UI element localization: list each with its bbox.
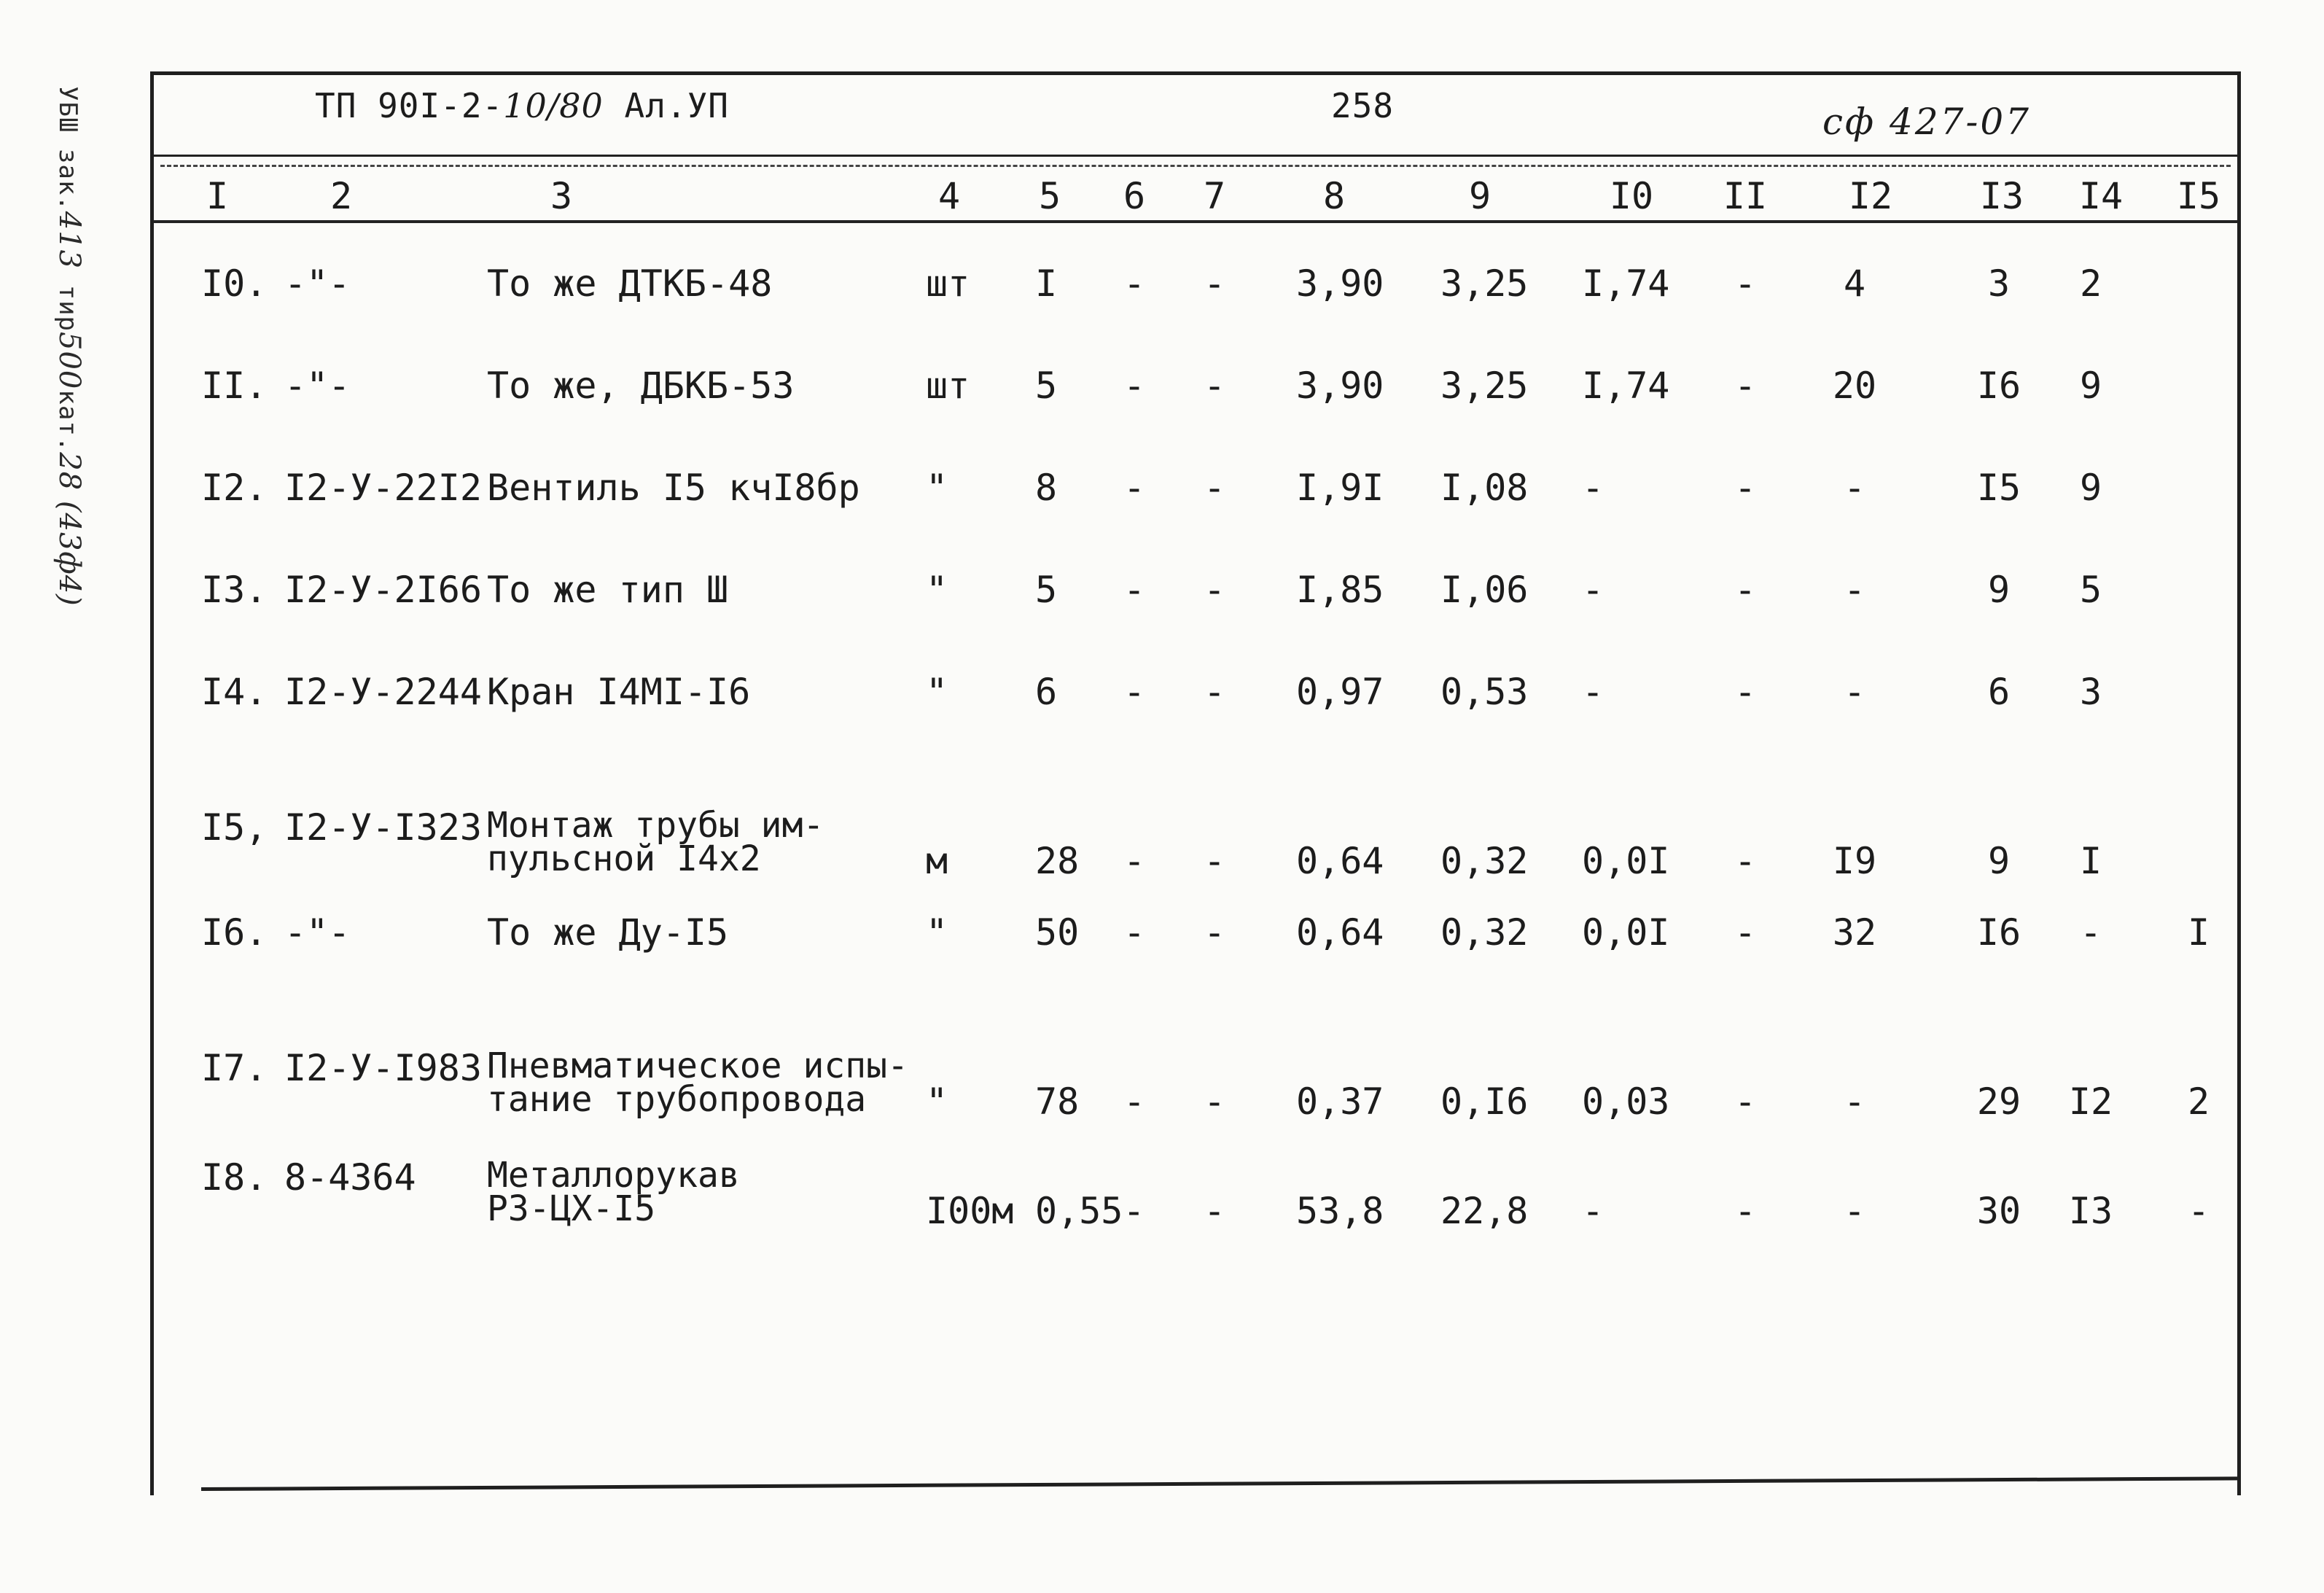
row-col-12: -	[1843, 467, 1866, 509]
row-number: I4.	[201, 671, 268, 713]
row-col-9: I,08	[1440, 467, 1529, 509]
row-col-10: I,74	[1582, 262, 1670, 305]
page-frame	[150, 71, 2241, 1495]
row-col-9: 0,I6	[1440, 1080, 1529, 1123]
row-col-13: I6	[1976, 911, 2021, 954]
row-price-code: -"-	[284, 365, 351, 407]
row-number: I3.	[201, 569, 268, 611]
column-number-14: I4	[2078, 175, 2124, 217]
column-number-15: I5	[2176, 175, 2221, 217]
column-number-9: 9	[1468, 175, 1492, 217]
row-work-name-line: тание трубопровода	[487, 1079, 867, 1120]
row-col-13: I6	[1976, 365, 2021, 407]
row-unit: шт	[926, 365, 970, 407]
row-work-name-line: Кран I4МI-I6	[487, 671, 751, 713]
row-col-8: 0,64	[1296, 911, 1384, 954]
document-code-suffix: Ал.УП	[603, 86, 729, 125]
row-col-10: -	[1582, 671, 1604, 713]
row-col-11: -	[1734, 671, 1757, 713]
row-col-7: -	[1203, 671, 1226, 713]
row-price-code: I2-У-I983	[284, 1047, 482, 1089]
row-col-6: -	[1123, 671, 1146, 713]
row-col-10: 0,0I	[1582, 840, 1670, 882]
side-stamp-prefix: УБШ зак.	[53, 86, 82, 211]
column-header-divider	[153, 220, 2238, 223]
row-col-7: -	[1203, 1190, 1226, 1232]
row-price-code: I2-У-2I66	[284, 569, 482, 611]
row-col-9: 3,25	[1440, 262, 1529, 305]
row-col-8: 0,37	[1296, 1080, 1384, 1123]
row-col-7: -	[1203, 840, 1226, 882]
row-col-6: -	[1123, 467, 1146, 509]
column-number-12: I2	[1848, 175, 1893, 217]
row-unit: м	[926, 840, 948, 882]
row-col-5: 6	[1035, 671, 1058, 713]
row-col-14: I3	[2068, 1190, 2113, 1232]
row-col-7: -	[1203, 365, 1226, 407]
side-stamp-page: 28	[52, 452, 86, 491]
row-col-5: 28	[1035, 840, 1080, 882]
row-col-11: -	[1734, 1190, 1757, 1232]
row-col-14: I	[2079, 840, 2102, 882]
row-col-11: -	[1734, 1080, 1757, 1123]
row-col-6: -	[1123, 365, 1146, 407]
row-col-14: I2	[2068, 1080, 2113, 1123]
row-col-11: -	[1734, 911, 1757, 954]
row-col-12: 4	[1843, 262, 1866, 305]
row-col-6: -	[1123, 840, 1146, 882]
row-col-10: -	[1582, 1190, 1604, 1232]
row-col-7: -	[1203, 911, 1226, 954]
row-col-13: 9	[1987, 569, 2011, 611]
row-col-9: 3,25	[1440, 365, 1529, 407]
row-col-8: I,85	[1296, 569, 1384, 611]
column-number-10: I0	[1609, 175, 1654, 217]
document-code-prefix: ТП 90I-2-	[315, 86, 504, 125]
row-col-9: 0,32	[1440, 911, 1529, 954]
row-work-name-line: То же, ДБКБ-53	[487, 365, 795, 407]
column-number-5: 5	[1038, 175, 1061, 217]
row-col-12: I9	[1832, 840, 1877, 882]
row-col-14: 9	[2079, 365, 2102, 407]
row-unit: "	[926, 671, 948, 713]
row-col-10: 0,0I	[1582, 911, 1670, 954]
row-col-15: I	[2187, 911, 2210, 954]
row-col-7: -	[1203, 1080, 1226, 1123]
row-number: I0.	[201, 262, 268, 305]
row-col-11: -	[1734, 365, 1757, 407]
row-col-11: -	[1734, 840, 1757, 882]
sheet-stamp: сф 427-07	[1822, 101, 2031, 143]
row-col-5: 5	[1035, 569, 1058, 611]
row-price-code: 8-4364	[284, 1156, 416, 1199]
row-work-name-line: То же тип Ш	[487, 569, 729, 611]
column-number-6: 6	[1123, 175, 1146, 217]
row-col-14: -	[2079, 911, 2102, 954]
row-work-name-line: Пневматическое испы-	[487, 1045, 908, 1086]
row-unit: I00м	[926, 1190, 1014, 1232]
document-code	[315, 86, 729, 125]
row-col-15: 2	[2187, 1080, 2210, 1123]
side-stamp-suffix: кат.	[53, 389, 82, 453]
row-unit: "	[926, 467, 948, 509]
side-stamp-tirage: 500	[52, 332, 86, 390]
row-price-code: -"-	[284, 911, 351, 954]
row-col-5: 78	[1035, 1080, 1080, 1123]
row-col-13: 29	[1976, 1080, 2021, 1123]
row-work-name-line: То же ДТКБ-48	[487, 262, 773, 305]
column-number-4: 4	[937, 175, 961, 217]
row-col-9: 22,8	[1440, 1190, 1529, 1232]
column-number-7: 7	[1203, 175, 1226, 217]
row-col-8: 3,90	[1296, 262, 1384, 305]
row-col-12: 32	[1832, 911, 1877, 954]
row-col-5: 8	[1035, 467, 1058, 509]
row-col-12: -	[1843, 1080, 1866, 1123]
row-col-15: -	[2187, 1190, 2210, 1232]
row-col-12: -	[1843, 671, 1866, 713]
side-stamp-middle: тир	[53, 269, 82, 332]
row-unit: "	[926, 1080, 948, 1123]
row-col-12: -	[1843, 1190, 1866, 1232]
row-number: I7.	[201, 1047, 268, 1089]
row-col-10: -	[1582, 467, 1604, 509]
row-col-8: 0,64	[1296, 840, 1384, 882]
row-col-6: -	[1123, 569, 1146, 611]
row-col-11: -	[1734, 467, 1757, 509]
row-work-name-line: Монтаж трубы им-	[487, 805, 824, 846]
row-col-14: 9	[2079, 467, 2102, 509]
page-number: 258	[1331, 86, 1395, 125]
row-col-7: -	[1203, 467, 1226, 509]
column-number-13: I3	[1979, 175, 2024, 217]
row-work-name-line: Металлорукав	[487, 1155, 740, 1196]
column-number-2: 2	[330, 175, 353, 217]
column-number-8: 8	[1322, 175, 1346, 217]
row-number: I2.	[201, 467, 268, 509]
row-col-10: 0,03	[1582, 1080, 1670, 1123]
row-work-name-line: Вентиль I5 кчI8бр	[487, 467, 860, 509]
row-col-8: 53,8	[1296, 1190, 1384, 1232]
row-col-11: -	[1734, 262, 1757, 305]
row-col-14: 3	[2079, 671, 2102, 713]
column-number-1: I	[206, 175, 229, 217]
row-col-12: -	[1843, 569, 1866, 611]
row-col-6: -	[1123, 911, 1146, 954]
row-col-11: -	[1734, 569, 1757, 611]
row-price-code: I2-У-22I2	[284, 467, 482, 509]
row-number: I6.	[201, 911, 268, 954]
row-number: II.	[201, 365, 268, 407]
row-col-13: 30	[1976, 1190, 2021, 1232]
row-col-8: 3,90	[1296, 365, 1384, 407]
row-col-9: 0,53	[1440, 671, 1529, 713]
row-col-14: 5	[2079, 569, 2102, 611]
row-col-13: I5	[1976, 467, 2021, 509]
row-work-name-line: То же Ду-I5	[487, 911, 729, 954]
row-col-9: I,06	[1440, 569, 1529, 611]
row-col-12: 20	[1832, 365, 1877, 407]
row-work-name-line: пульсной I4х2	[487, 838, 761, 879]
row-unit: "	[926, 911, 948, 954]
header-divider	[153, 155, 2238, 157]
row-price-code: I2-У-2244	[284, 671, 482, 713]
row-col-7: -	[1203, 262, 1226, 305]
header-dashed-line	[160, 165, 2231, 167]
row-number: I8.	[201, 1156, 268, 1199]
row-work-name-line: РЗ-ЦХ-I5	[487, 1188, 656, 1229]
column-number-11: II	[1723, 175, 1768, 217]
row-col-10: -	[1582, 569, 1604, 611]
row-col-5: 0,55-	[1035, 1190, 1145, 1232]
row-col-5: 50	[1035, 911, 1080, 954]
row-col-13: 3	[1987, 262, 2011, 305]
column-number-3: 3	[550, 175, 573, 217]
row-col-6: -	[1123, 1080, 1146, 1123]
side-stamp-extra: (43ф4)	[52, 491, 86, 607]
row-number: I5,	[201, 806, 268, 849]
row-col-13: 6	[1987, 671, 2011, 713]
row-price-code: I2-У-I323	[284, 806, 482, 849]
row-col-5: 5	[1035, 365, 1058, 407]
row-unit: шт	[926, 262, 970, 305]
row-col-14: 2	[2079, 262, 2102, 305]
document-code-handwritten: 10/80	[503, 86, 604, 125]
row-col-10: I,74	[1582, 365, 1670, 407]
row-price-code: -"-	[284, 262, 351, 305]
row-col-6: -	[1123, 262, 1146, 305]
side-stamp-order-no: 413	[52, 211, 86, 270]
row-col-8: I,9I	[1296, 467, 1384, 509]
row-unit: "	[926, 569, 948, 611]
row-col-5: I	[1035, 262, 1058, 305]
side-stamp	[42, 86, 86, 607]
row-col-8: 0,97	[1296, 671, 1384, 713]
row-col-7: -	[1203, 569, 1226, 611]
row-col-13: 9	[1987, 840, 2011, 882]
row-col-9: 0,32	[1440, 840, 1529, 882]
